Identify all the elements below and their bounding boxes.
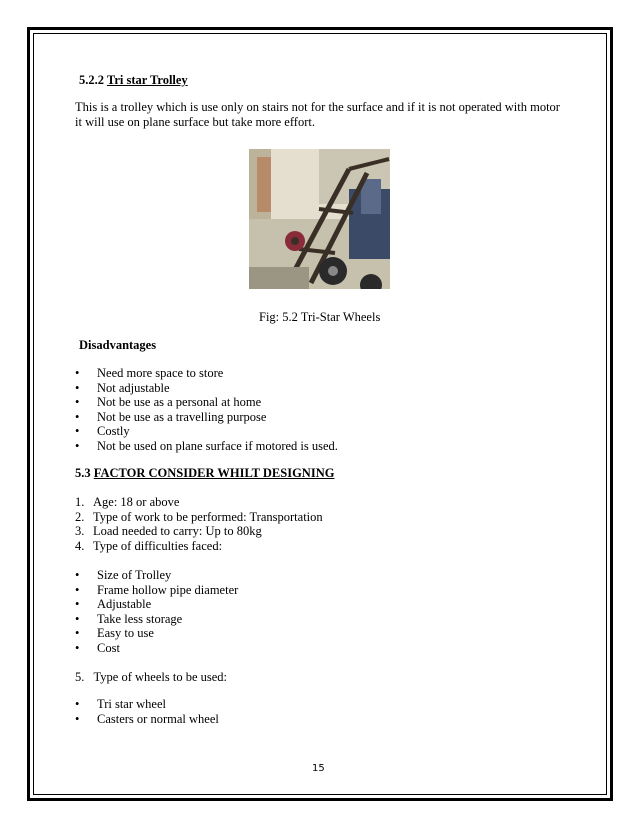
disadvantages-list (75, 366, 555, 454)
list-item: • Need more space to store (75, 366, 224, 380)
section-53-title: FACTOR CONSIDER WHILT DESIGNING (93, 466, 335, 480)
list-item: • Not adjustable (75, 380, 170, 395)
bullet: • (75, 611, 80, 626)
section-522-number: 5.2.2 (79, 73, 104, 87)
list-item: • Not be use as a personal at home (75, 395, 262, 410)
bullet: • (75, 597, 80, 612)
list-item: • Casters or normal wheel (75, 711, 219, 726)
list-item: • Frame hollow pipe diameter (75, 582, 239, 597)
page-number: 15 (312, 763, 325, 774)
list-item: • Take less storage (75, 611, 183, 626)
list-item: • Easy to use (75, 626, 154, 641)
bullet: • (75, 568, 80, 582)
bullet: • (75, 409, 80, 424)
bullet: • (75, 711, 80, 726)
list-item: • Cost (75, 640, 120, 655)
list-item: • Costly (75, 424, 130, 439)
factors-list (75, 495, 555, 553)
figure-caption: Fig: 5.2 Tri-Star Wheels (259, 310, 381, 324)
section-522-title: Tri star Trolley (106, 73, 188, 87)
section-53-number: 5.3 (75, 466, 91, 480)
bullet: • (75, 626, 80, 641)
bullet: • (75, 395, 80, 410)
bullet: • (75, 366, 80, 380)
list-item: • Adjustable (75, 597, 152, 612)
list-item: 1. Age: 18 or above (75, 495, 180, 509)
list-item: 4. Type of difficulties faced: (75, 538, 223, 553)
bullet: • (75, 640, 80, 655)
difficulties-list (75, 568, 555, 656)
bullet: • (75, 582, 80, 597)
wheels-item: 5. Type of wheels to be used: (75, 670, 227, 684)
list-item: 3. Load needed to carry: Up to 80kg (75, 524, 262, 539)
bullet: • (75, 697, 80, 711)
bullet: • (75, 380, 80, 395)
section-53-heading (75, 466, 334, 481)
list-item: • Not be used on plane surface if motored is used. (75, 438, 338, 453)
disadvantages-heading: Disadvantages (79, 338, 157, 352)
tri-star-trolley-photo (249, 149, 390, 289)
wheel-types-list (75, 697, 555, 726)
list-item: • Tri star wheel (75, 697, 166, 711)
bullet: • (75, 424, 80, 439)
bullet: • (75, 438, 80, 453)
trolley-illustration (249, 149, 390, 289)
list-item: • Size of Trolley (75, 568, 172, 582)
list-item: 2. Type of work to be performed: Transportation (75, 509, 323, 524)
list-item: • Not be use as a travelling purpose (75, 409, 267, 424)
intro-paragraph: This is a trolley which is use only on stairs not for the surface and if it is not operated with motor it will use on plane surface but take more effort. (75, 100, 560, 129)
section-522-heading (79, 73, 188, 88)
